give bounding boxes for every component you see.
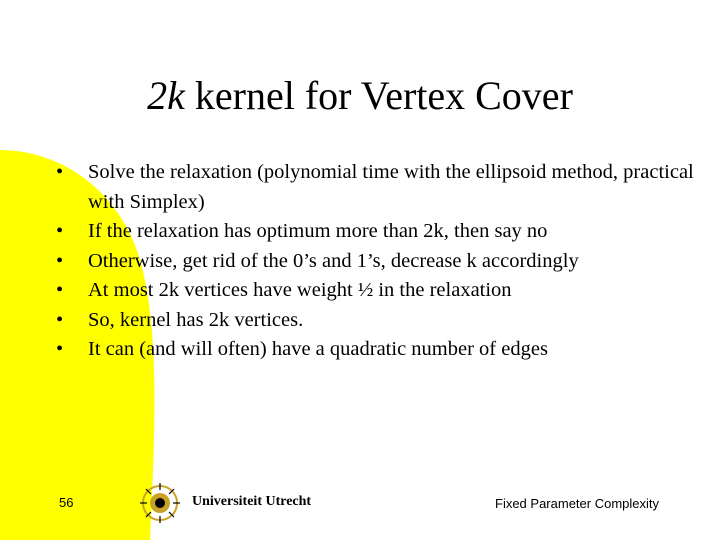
- slide-title: [0, 70, 720, 122]
- bullet-text: If the relaxation has optimum more than 2k, then say no: [88, 220, 548, 242]
- bullet-text: At most 2k vertices have weight ½ in the relaxation: [88, 279, 512, 301]
- logo-text: Universiteit Utrecht: [192, 494, 312, 509]
- bullet-text: Otherwise, get rid of the 0’s and 1’s, decrease k accordingly: [88, 249, 579, 272]
- title-rest: kernel for Vertex Cover: [184, 73, 573, 118]
- bullet-item: [56, 217, 696, 247]
- bullet-list: [56, 158, 696, 365]
- bullet-item: [56, 335, 696, 365]
- page-number: 56: [59, 495, 74, 510]
- footer-text: Fixed Parameter Complexity: [495, 496, 659, 511]
- bullet-text: So, kernel has 2k vertices.: [88, 308, 304, 331]
- bullet-item: [56, 276, 696, 306]
- bullet-item: [56, 158, 696, 217]
- bullet-text: It can (and will often) have a quadratic number of edges: [88, 338, 548, 360]
- title-k: 2k: [147, 73, 185, 118]
- bullet-item: [56, 247, 696, 277]
- bullet-text: Solve the relaxation (polynomial time with the ellipsoid method, practical with Simplex): [88, 161, 694, 213]
- bullet-item: [56, 306, 696, 336]
